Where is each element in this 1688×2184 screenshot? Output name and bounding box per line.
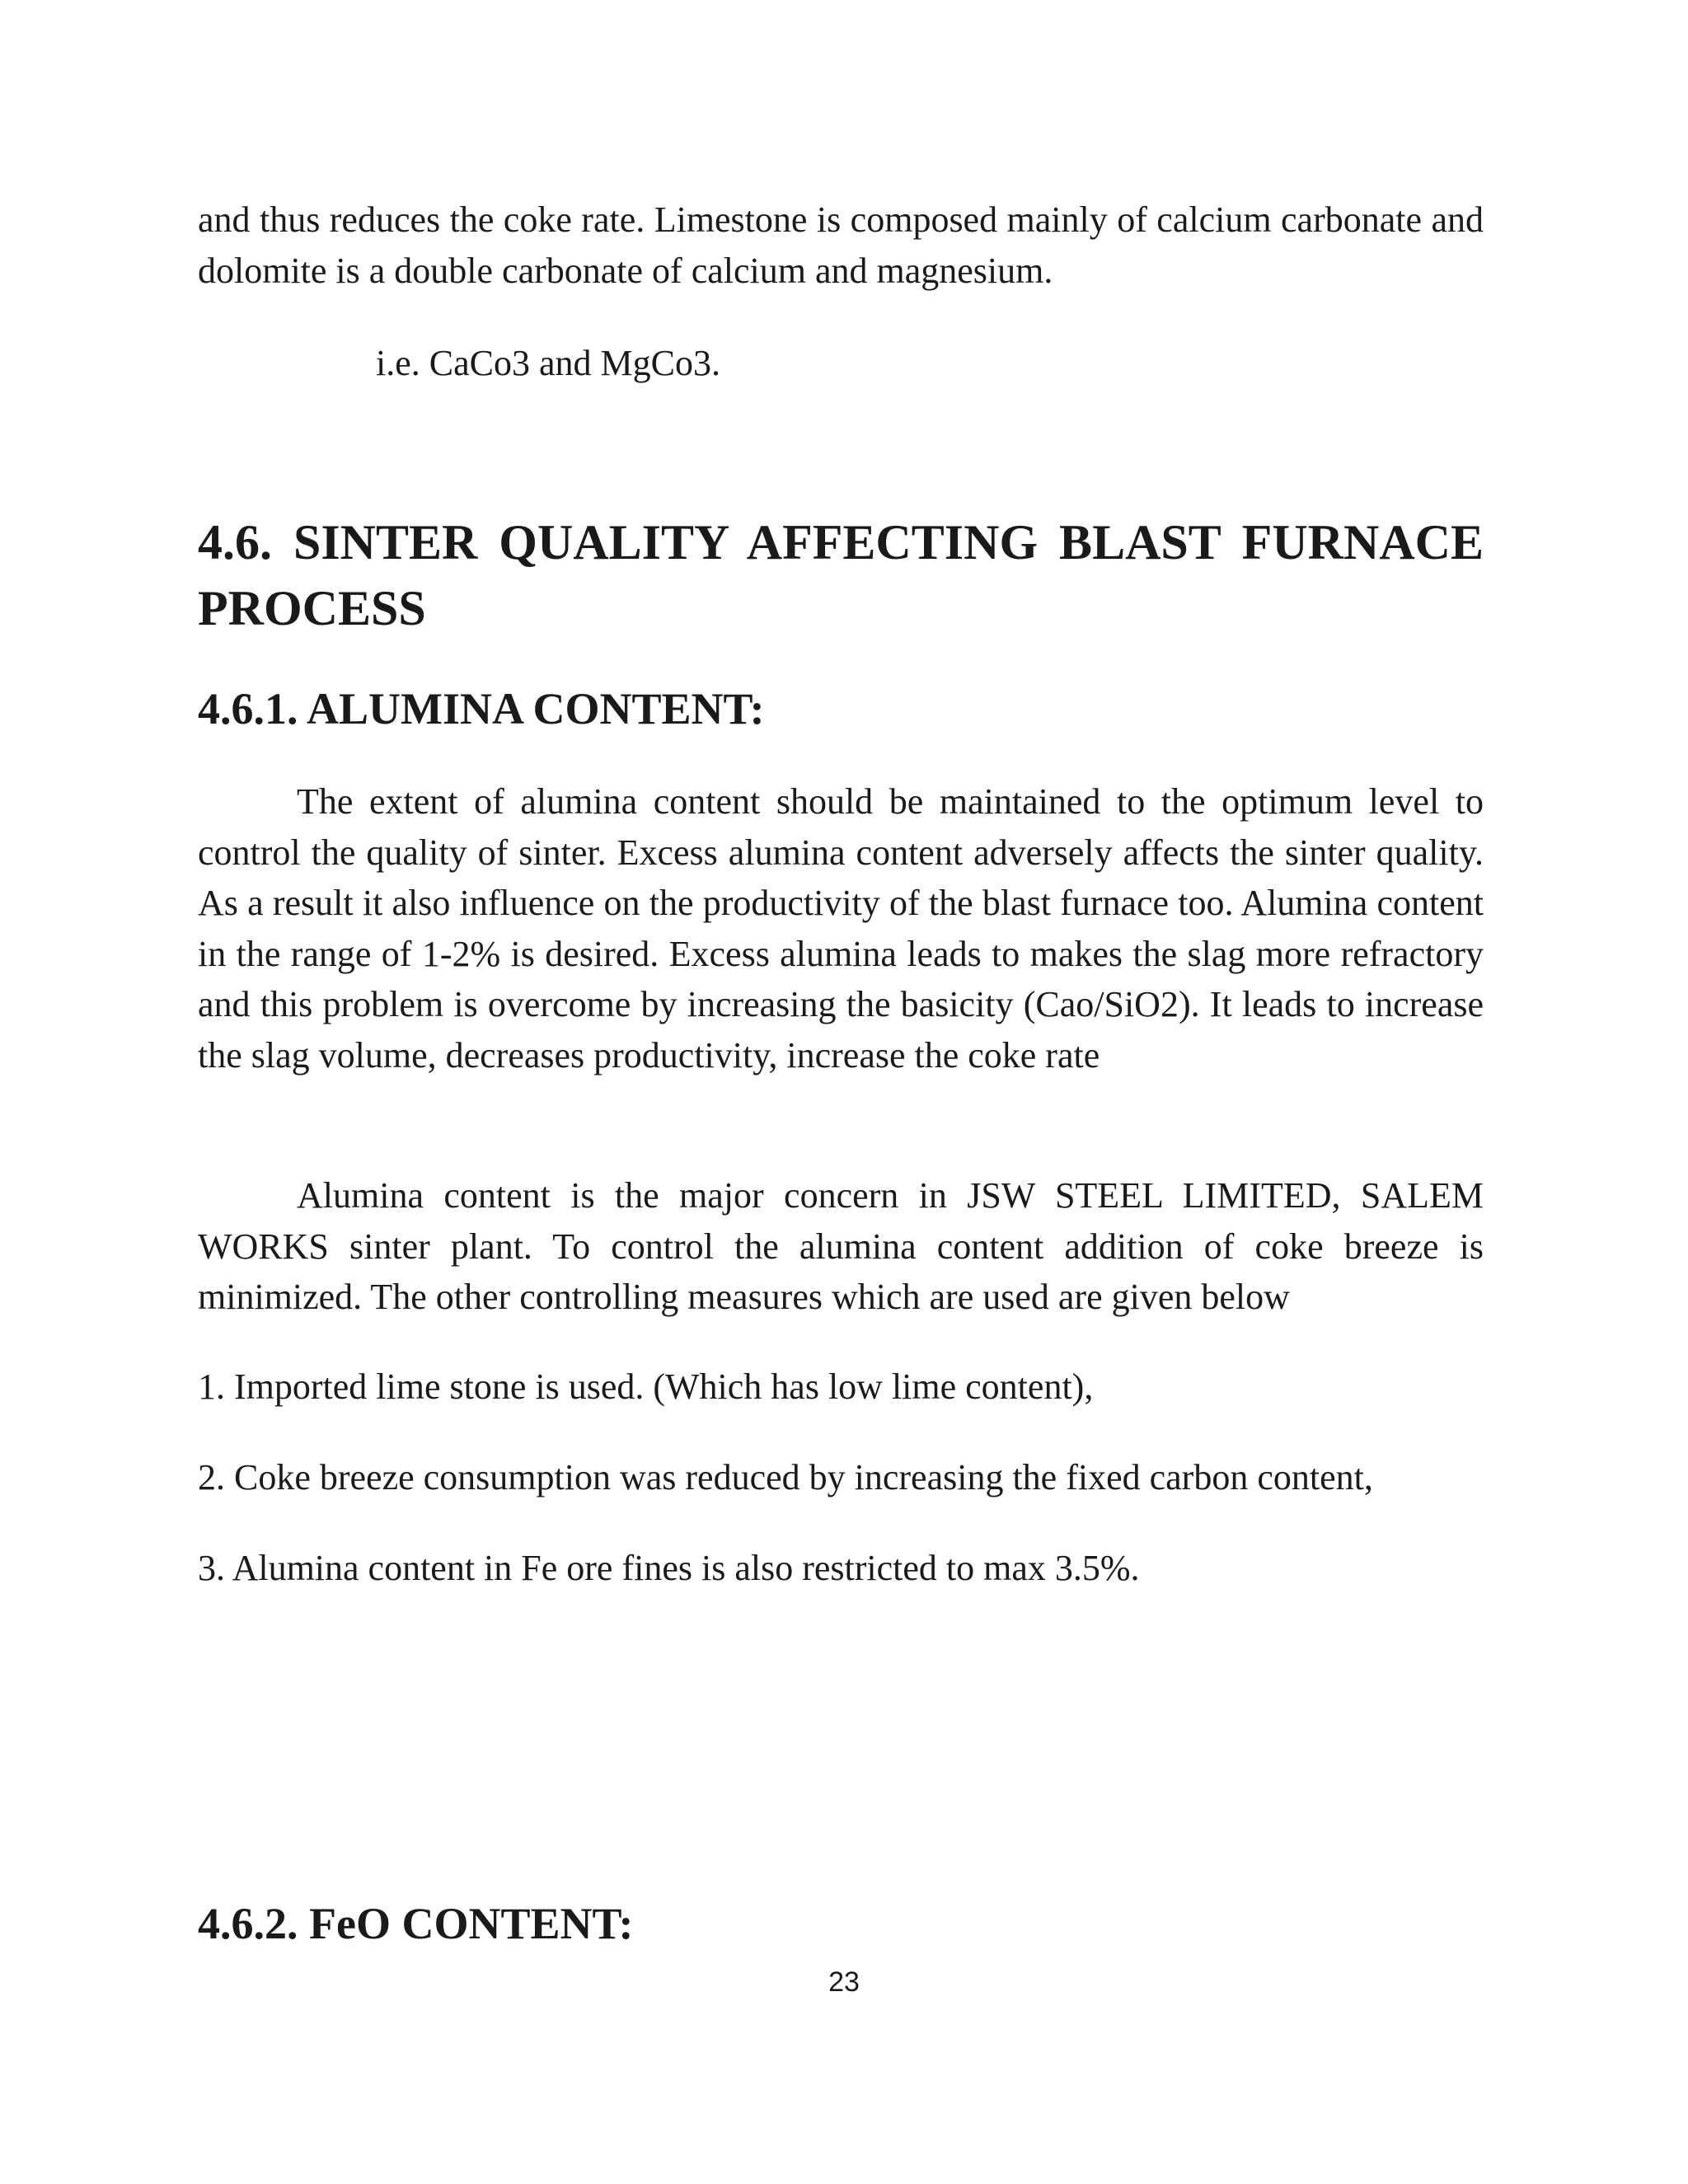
measure-item-2: 2. Coke breeze consumption was reduced by increasing the fixed carbon content, bbox=[198, 1457, 1373, 1497]
formula-line: i.e. CaCo3 and MgCo3. bbox=[376, 343, 720, 383]
measure-item-3: 3. Alumina content in Fe ore fines is also restricted to max 3.5%. bbox=[198, 1548, 1140, 1588]
subsection-heading-alumina: 4.6.1. ALUMINA CONTENT: bbox=[198, 684, 765, 733]
subsection-heading-feo: 4.6.2. FeO CONTENT: bbox=[198, 1899, 634, 1948]
alumina-paragraph-2: Alumina content is the major concern in JSW STEEL LIMITED, SALEM WORKS sinter plant. To control the alumina content addition of coke breeze is minimized. The other controlling measures which are used are given below bbox=[198, 1175, 1484, 1317]
section-heading: 4.6. SINTER QUALITY AFFECTING BLAST FURNACE PROCESS bbox=[198, 515, 1484, 635]
measure-item-1: 1. Imported lime stone is used. (Which has low lime content), bbox=[198, 1366, 1094, 1407]
page-number: 23 bbox=[828, 1966, 860, 1998]
continuation-paragraph: and thus reduces the coke rate. Limestone is composed mainly of calcium carbonate and dolomite is a double carbonate of calcium and magnesium. bbox=[198, 199, 1484, 291]
alumina-paragraph-1: The extent of alumina content should be maintained to the optimum level to control the quality of sinter. Excess alumina content adversely affects the sinter quality. As a result it also influence on the productivity of the blast furnace too. Alumina content in the range of 1-2% is desired. Excess alumina leads to makes the slag more refractory and this problem is overcome by increasing the basicity (Cao/SiO2). It leads to increase the slag volume, decreases productivity, increase the coke rate bbox=[198, 781, 1484, 1076]
